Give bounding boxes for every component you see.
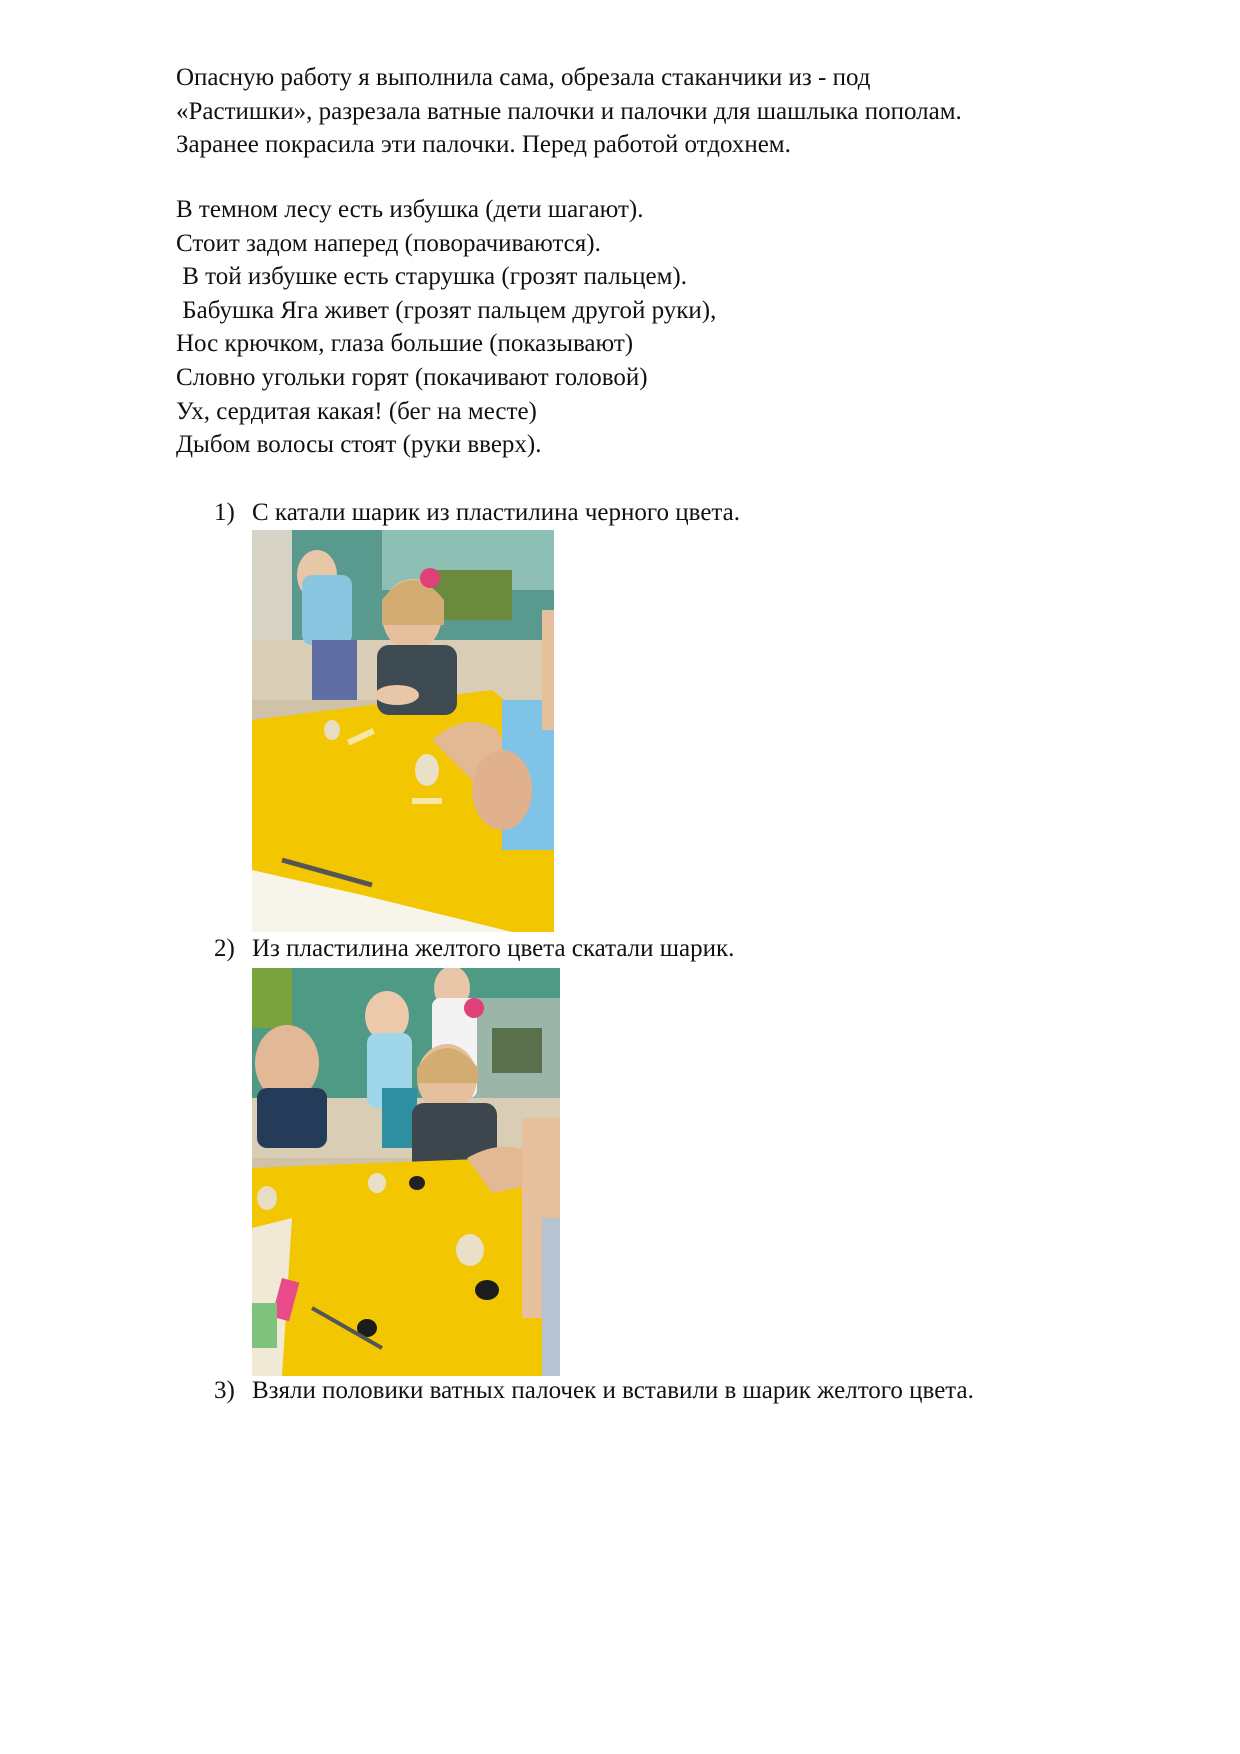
intro-line: Опасную работу я выполнила сама, обрезала стаканчики из - под (176, 64, 871, 91)
poem-line: В той избушке есть старушка (грозят пальцем). (176, 263, 687, 291)
poem-line: Нос крючком, глаза большие (показывают) (176, 330, 634, 358)
step-number: 1) (214, 499, 235, 526)
step-number: 3) (214, 1377, 235, 1404)
intro-line: «Растишки», разрезала ватные палочки и палочки для шашлыка пополам. (176, 97, 962, 125)
poem-line: Стоит задом наперед (поворачиваются). (176, 229, 601, 257)
step-text: Из пластилина желтого цвета скатали шарик. (252, 935, 735, 962)
poem-line: Ух, сердитая какая! (бег на месте) (176, 397, 537, 425)
poem-line: Словно угольки горят (покачивают головой) (176, 363, 648, 391)
poem-line: В темном лесу есть избушка (дети шагают). (176, 196, 644, 223)
poem (176, 195, 716, 464)
step-text: Взяли половики ватных палочек и вставили в шарик желтого цвета. (252, 1377, 974, 1404)
step-text: С катали шарик из пластилина черного цвета. (252, 499, 740, 526)
intro-paragraph (176, 63, 962, 164)
intro-line: Заранее покрасила эти палочки. Перед работой отдохнем. (176, 131, 791, 158)
poem-line: Дыбом волосы стоят (руки вверх). (176, 431, 542, 459)
photo-children-rolling-yellow-ball (252, 968, 560, 1376)
poem-line: Бабушка Яга живет (грозят пальцем другой руки), (176, 296, 717, 324)
step-number: 2) (214, 935, 235, 962)
photo-children-rolling-black-ball (252, 530, 554, 932)
